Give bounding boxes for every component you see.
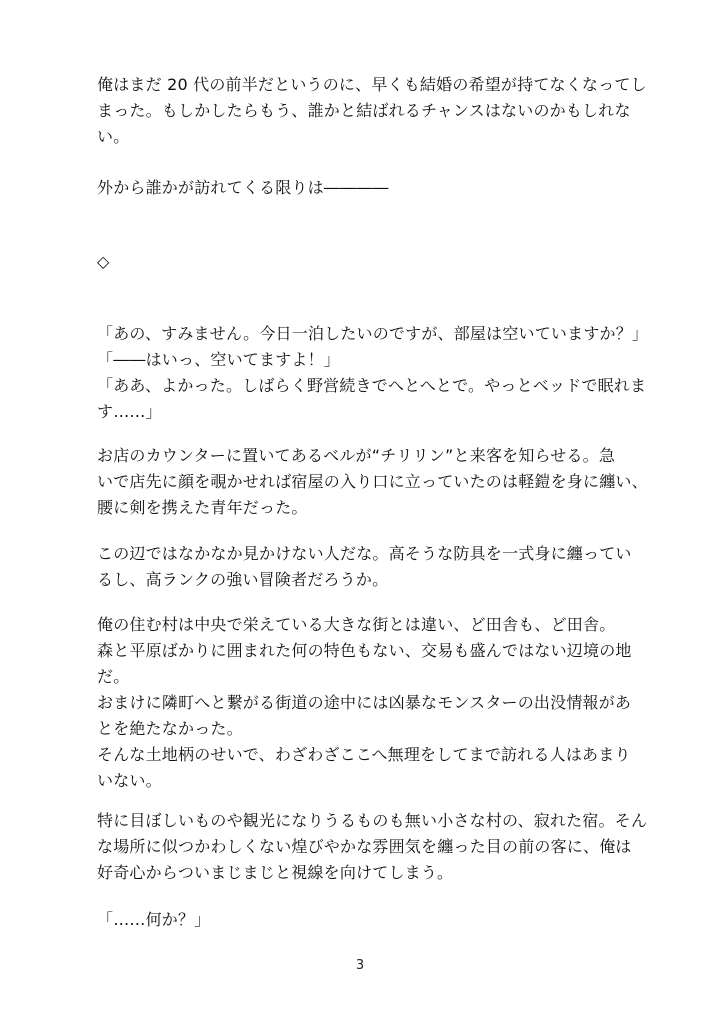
text-line: まった。もしかしたらもう、誰かと結ばれるチャンスはないのかもしれな <box>97 101 631 120</box>
scene-break-diamond: ◇ <box>97 252 110 271</box>
text-line: す……」 <box>97 402 162 421</box>
text-line: 特に目ぼしいものや観光になりうるものも無い小さな村の、寂れた宿。そん <box>97 811 648 830</box>
paragraph-4 <box>97 443 648 521</box>
text-line: 「ああ、よかった。しばらく野営続きでへとへとで。やっとベッドで眠れま <box>97 376 647 395</box>
paragraph-3-dialogue <box>97 321 649 425</box>
text-line: だ。 <box>97 667 130 686</box>
text-line: 森と平原ばかりに囲まれた何の特色もない、交易も盛んではない辺境の地 <box>97 641 632 660</box>
text-line: 俺はまだ 20 代の前半だというのに、早くも結婚の希望が持てなくなってし <box>97 75 647 94</box>
text-line: 「――はいっ、空いてますよ！」 <box>97 350 341 369</box>
text-line: るし、高ランクの強い冒険者だろうか。 <box>97 570 389 589</box>
text-line: お店のカウンターに置いてあるベルが“チリリン”と来客を知らせる。急 <box>97 446 616 465</box>
text-line: おまけに隣町へと繋がる街道の途中には凶暴なモンスターの出没情報があ <box>97 693 632 712</box>
text-line: 腰に剣を携えた青年だった。 <box>97 498 308 517</box>
paragraph-2 <box>97 175 637 201</box>
text-line: この辺ではなかなか見かけない人だな。高そうな防具を一式身に纏ってい <box>97 544 632 563</box>
text-line: いで店先に顔を覗かせれば宿屋の入り口に立っていたのは軽鎧を身に纏い、 <box>97 472 648 491</box>
paragraph-5 <box>97 541 637 593</box>
text-line: 「……何か？」 <box>97 910 211 929</box>
paragraph-1 <box>97 72 647 150</box>
text-line: い。 <box>97 127 130 146</box>
page-number: 3 <box>355 958 365 973</box>
paragraph-6 <box>97 612 637 794</box>
scene-break <box>97 249 637 275</box>
text-line: 好奇心からついまじまじと視線を向けてしまう。 <box>97 863 454 882</box>
text-line: 俺の住む村は中央で栄えている大きな街とは違い、ど田舎も、ど田舎。 <box>97 615 616 634</box>
text-line: そんな土地柄のせいで、わざわざここへ無理をしてまで訪れる人はあまり <box>97 745 631 764</box>
paragraph-8-dialogue <box>97 907 637 933</box>
text-line: な場所に似つかわしくない煌びやかな雰囲気を纏った目の前の客に、俺は <box>97 837 632 856</box>
text-line: とを絶たなかった。 <box>97 719 243 738</box>
text-line: 「あの、すみません。今日一泊したいのですが、部屋は空いていますか？」 <box>97 324 649 343</box>
paragraph-7 <box>97 808 648 886</box>
text-line: 外から誰かが訪れてくる限りは―――― <box>97 178 389 197</box>
text-line: いない。 <box>97 771 162 790</box>
